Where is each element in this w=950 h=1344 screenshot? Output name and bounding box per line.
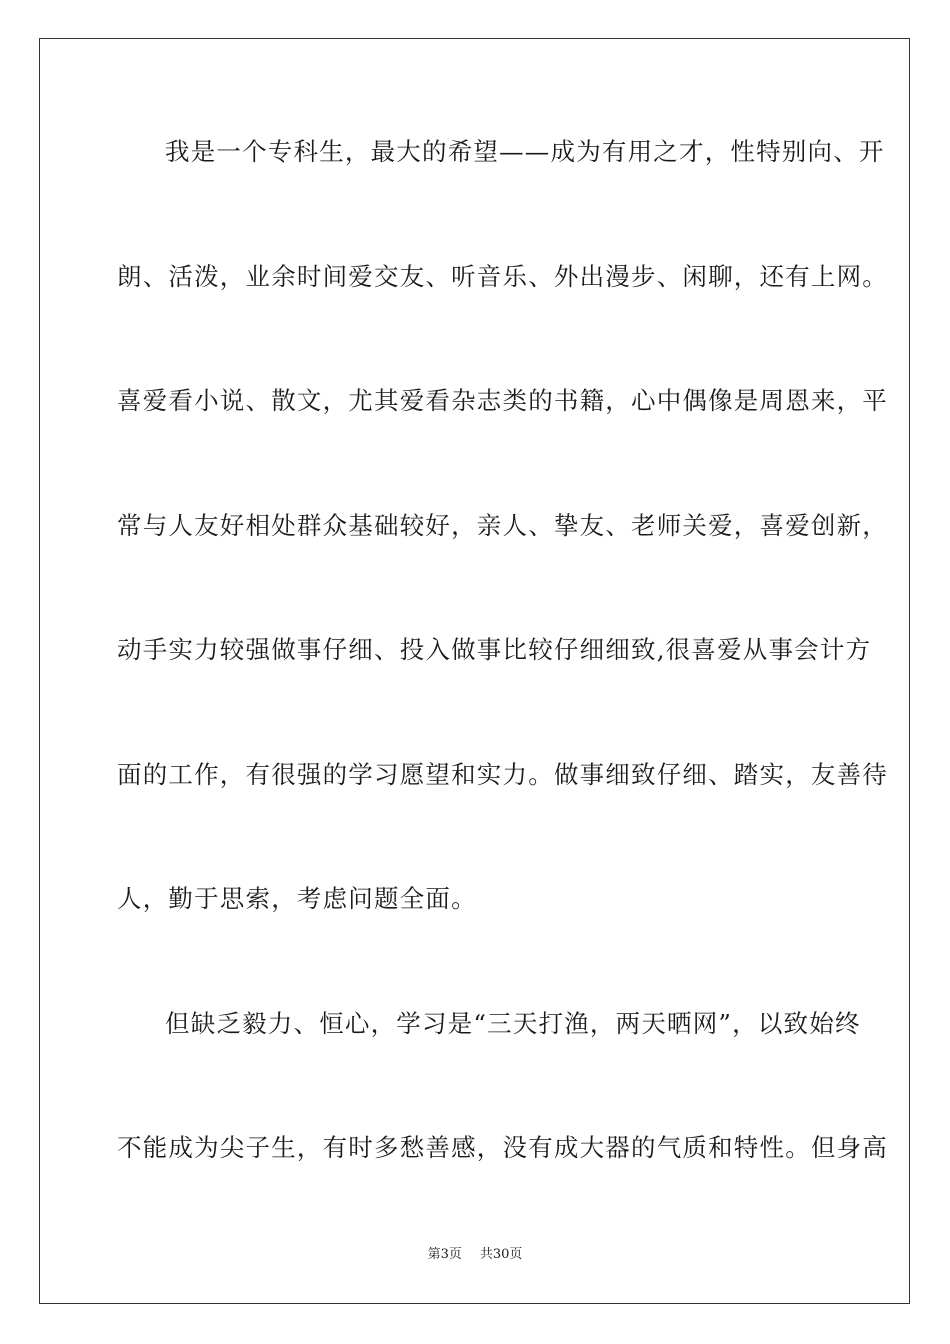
paragraph-1-line-3: 喜爱看小说、散文，尤其爱看杂志类的书籍，心中偶像是周恩来，平 (117, 386, 888, 415)
page-footer (0, 1247, 950, 1263)
paragraph-1-line-5: 动手实力较强做事仔细、投入做事比较仔细细致,很喜爱从事会计方 (117, 635, 872, 664)
page-border (39, 38, 910, 1304)
paragraph-1-line-1: 我是一个专科生，最大的希望——成为有用之才，性特别向、开 (165, 137, 885, 166)
paragraph-2-line-1: 但缺乏毅力、恒心，学习是“三天打渔，两天晒网”，以致始终 (165, 1009, 861, 1038)
page-total: 共30页 (479, 1247, 523, 1262)
paragraph-2-line-2: 不能成为尖子生，有时多愁善感，没有成大器的气质和特性。但身高 (117, 1133, 888, 1162)
page-number: 第3页 (427, 1247, 462, 1262)
paragraph-1-line-7: 人，勤于思索，考虑问题全面。 (117, 884, 477, 913)
paragraph-1-line-4: 常与人友好相处群众基础较好，亲人、挚友、老师关爱，喜爱创新， (117, 511, 888, 540)
paragraph-1-line-6: 面的工作，有很强的学习愿望和实力。做事细致仔细、踏实，友善待 (117, 760, 888, 789)
paragraph-1-line-2: 朗、活泼，业余时间爱交友、听音乐、外出漫步、闲聊，还有上网。 (117, 262, 888, 291)
